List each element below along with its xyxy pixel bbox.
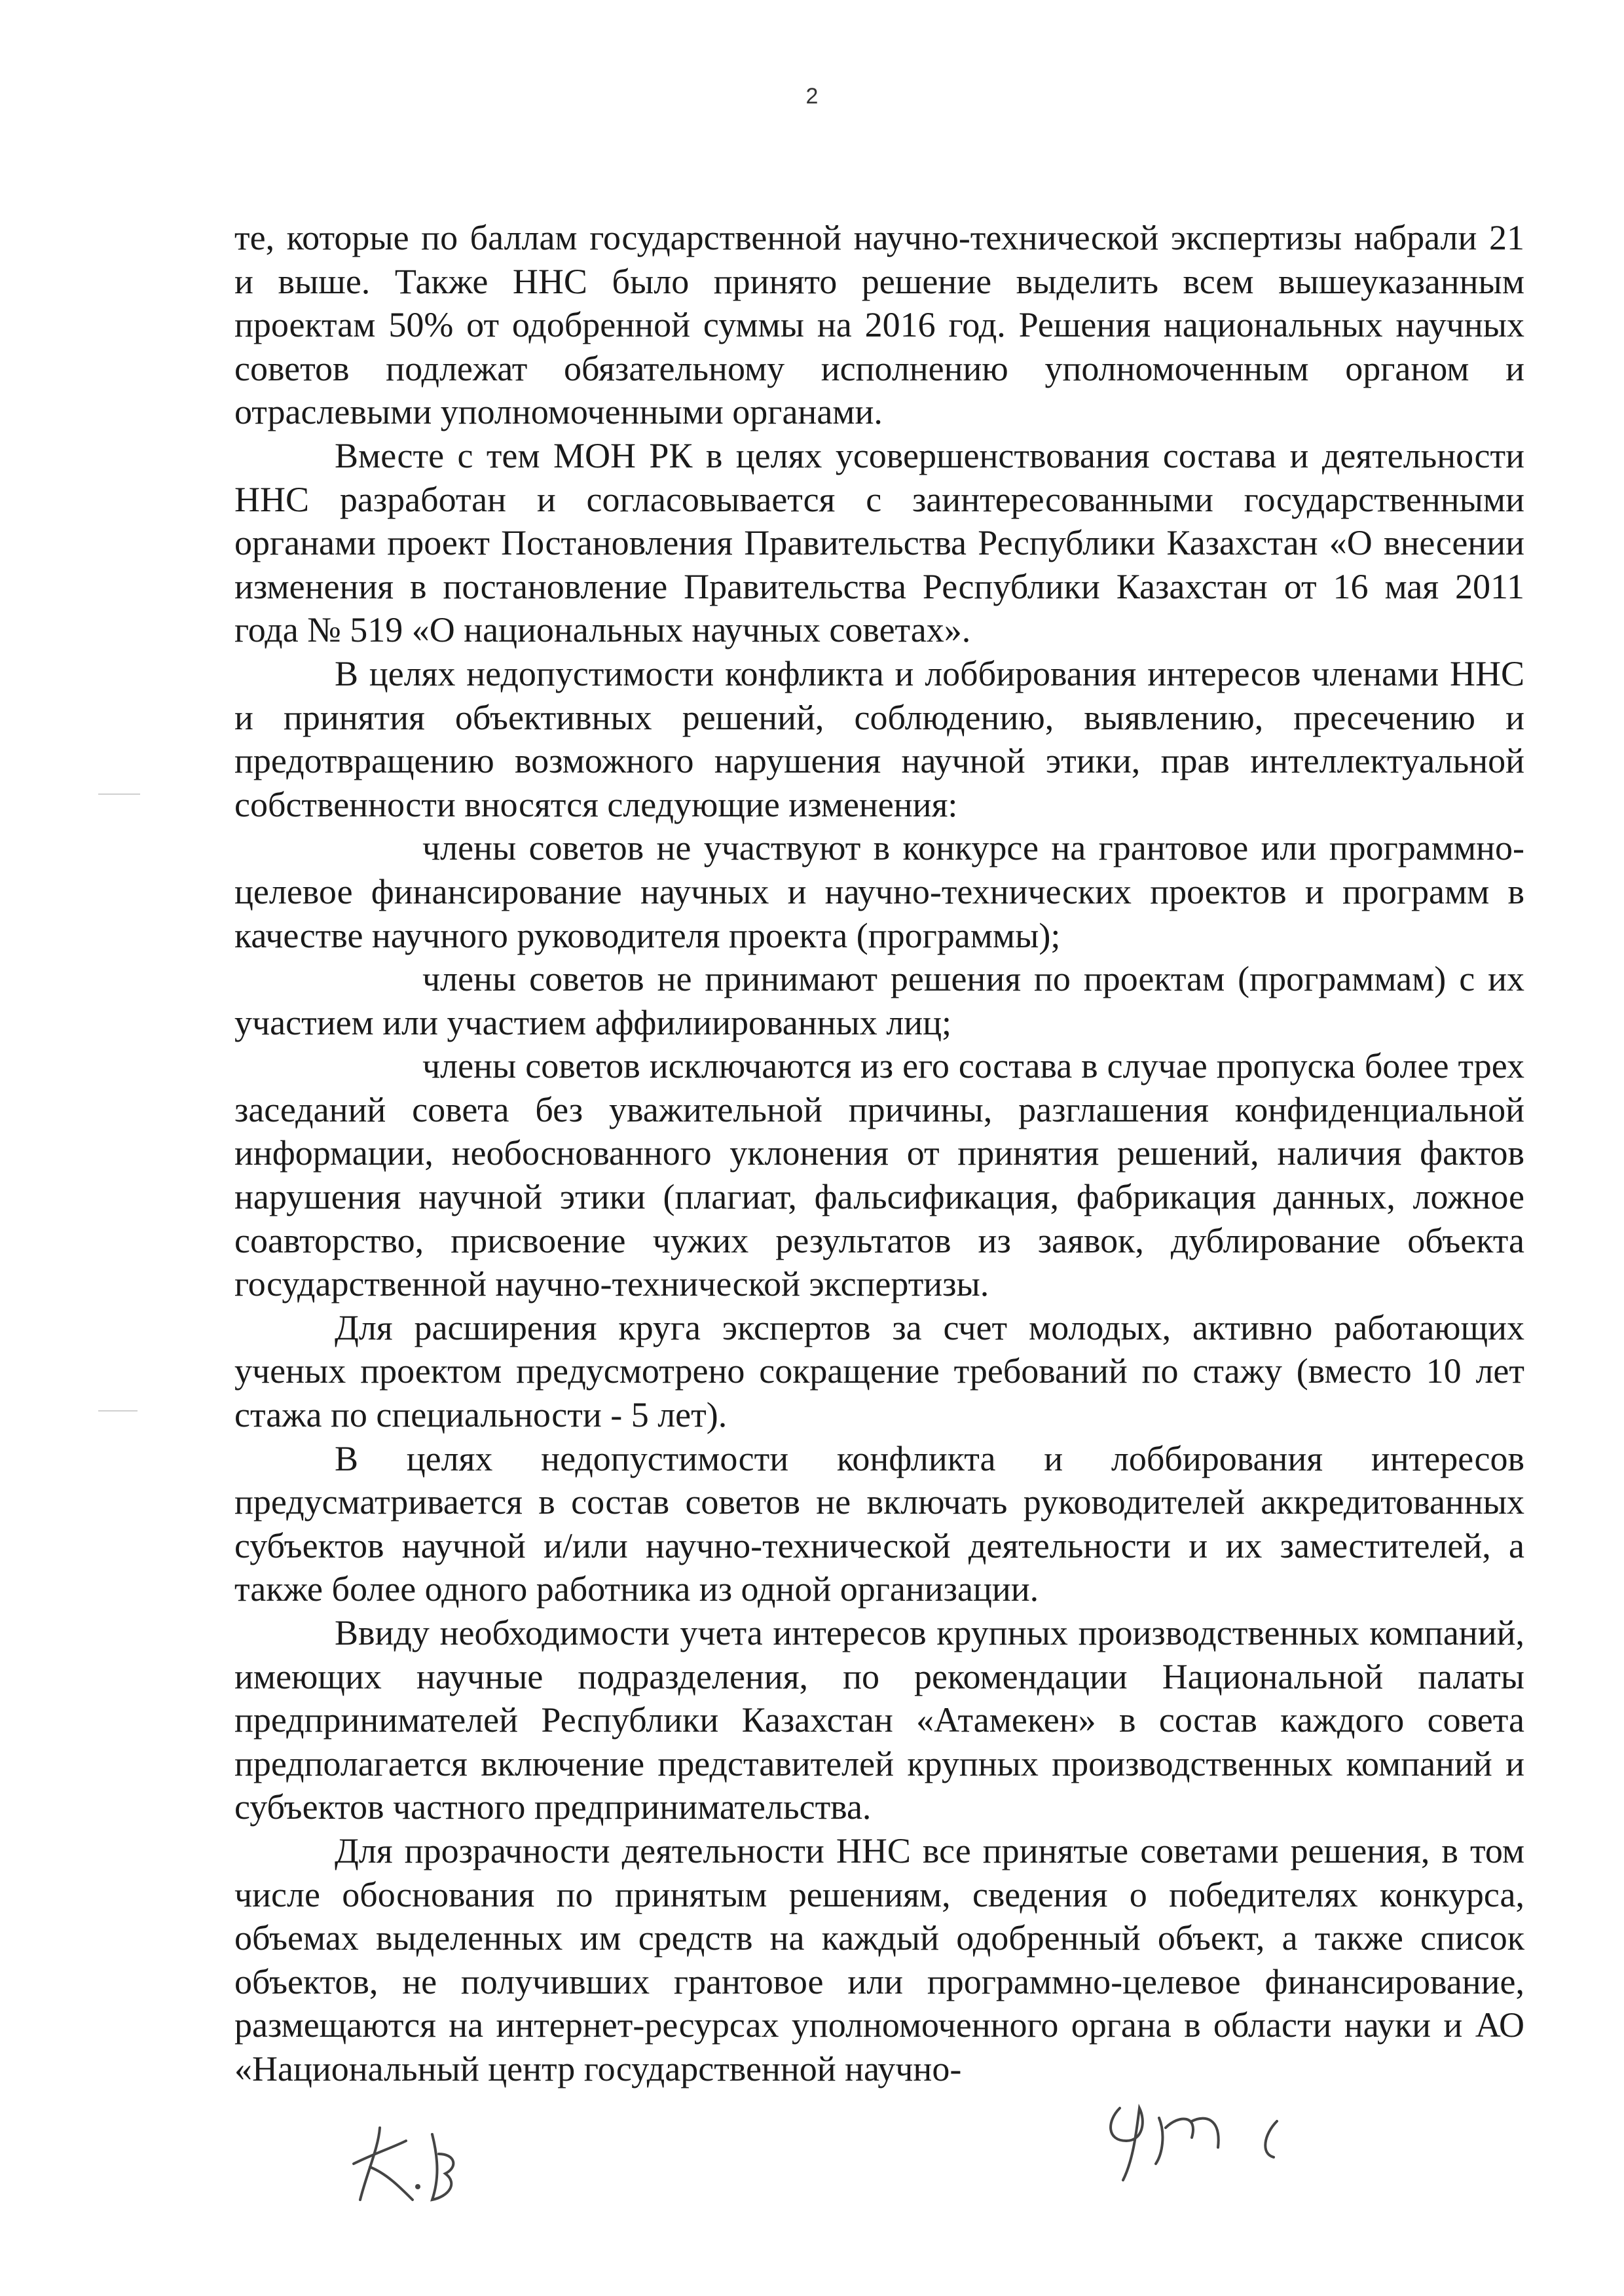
document-body xyxy=(234,216,1524,2091)
signature-right-initials xyxy=(1094,2082,1342,2187)
signature-left-initials xyxy=(341,2115,471,2213)
scan-artifact xyxy=(98,793,140,795)
paragraph-1: те, которые по баллам государственной научно-технической экспертизы набрали 21 и выше. Также ННС было принято решение выделить всем вышеуказанным проектам 50% от одобренной суммы на 2016 год. Решения национальных научных советов подлежат обязательному исполнению уполномоченным органом и отраслевыми уполномоченными органами. xyxy=(234,218,1524,432)
paragraph-5: В целях недопустимости конфликта и лоббирования интересов предусматривается в состав советов не включать руководителей аккредитованных субъектов научной и/или научно-технической деятельности и их заместителей, а также более одного работника из одной организации. xyxy=(234,1438,1524,1609)
paragraph-6: Ввиду необходимости учета интересов крупных производственных компаний, имеющих научные подразделения, по рекомендации Национальной палаты предпринимателей Республики Казахстан «Атамекен» в состав каждого совета предполагается включение представителей крупных производственных компаний и субъектов частного предпринимательства. xyxy=(234,1613,1524,1827)
list-item-3: члены советов исключаются из его состава в случае пропуска более трех заседаний совета без уважительной причины, разглашения конфиденциальной информации, необоснованного уклонения от принятия решений, наличия фактов нарушения научной этики (плагиат, фальсификация, фабрикация данных, ложное соавторство, присвоение чужих результатов из заявок, дублирование объекта государственной научно-технической экспертизы. xyxy=(234,1046,1524,1304)
paragraph-7: Для прозрачности деятельности ННС все принятые советами решения, в том числе обоснования по принятым решениям, сведения о победителях конкурса, объемах выделенных им средств на каждый одобренный объект, а также список объектов, не получивших грантовое или программно-целевое финансирование, размещаются на интернет-ресурсах уполномоченного органа в области науки и АО «Национальный центр государственной научно- xyxy=(234,1831,1524,2088)
paragraph-3: В целях недопустимости конфликта и лоббирования интересов членами ННС и принятия объективных решений, соблюдению, выявлению, пресечению и предотвращению возможного нарушения научной этики, прав интеллектуальной собственности вносятся следующие изменения: xyxy=(234,653,1524,824)
paragraph-4: Для расширения круга экспертов за счет молодых, активно работающих ученых проектом предусмотрено сокращение требований по стажу (вместо 10 лет стажа по специальности - 5 лет). xyxy=(234,1307,1524,1435)
paragraph-2: Вместе с тем МОН РК в целях усовершенствования состава и деятельности ННС разработан и согласовывается с заинтересованными государственными органами проект Постановления Правительства Республики Казахстан «О внесении изменения в постановление Правительства Республики Казахстан от 16 мая 2011 года № 519 «О национальных научных советах». xyxy=(234,435,1524,650)
list-item-1: члены советов не участвуют в конкурсе на грантовое или программно-целевое финансирование научных и научно-технических проектов и программ в качестве научного руководителя проекта (программы); xyxy=(234,828,1524,955)
list-item-2: члены советов не принимают решения по проектам (программам) с их участием или участием аффилиированных лиц; xyxy=(234,959,1524,1042)
page-number: 2 xyxy=(805,84,819,109)
scan-artifact xyxy=(98,1410,138,1412)
